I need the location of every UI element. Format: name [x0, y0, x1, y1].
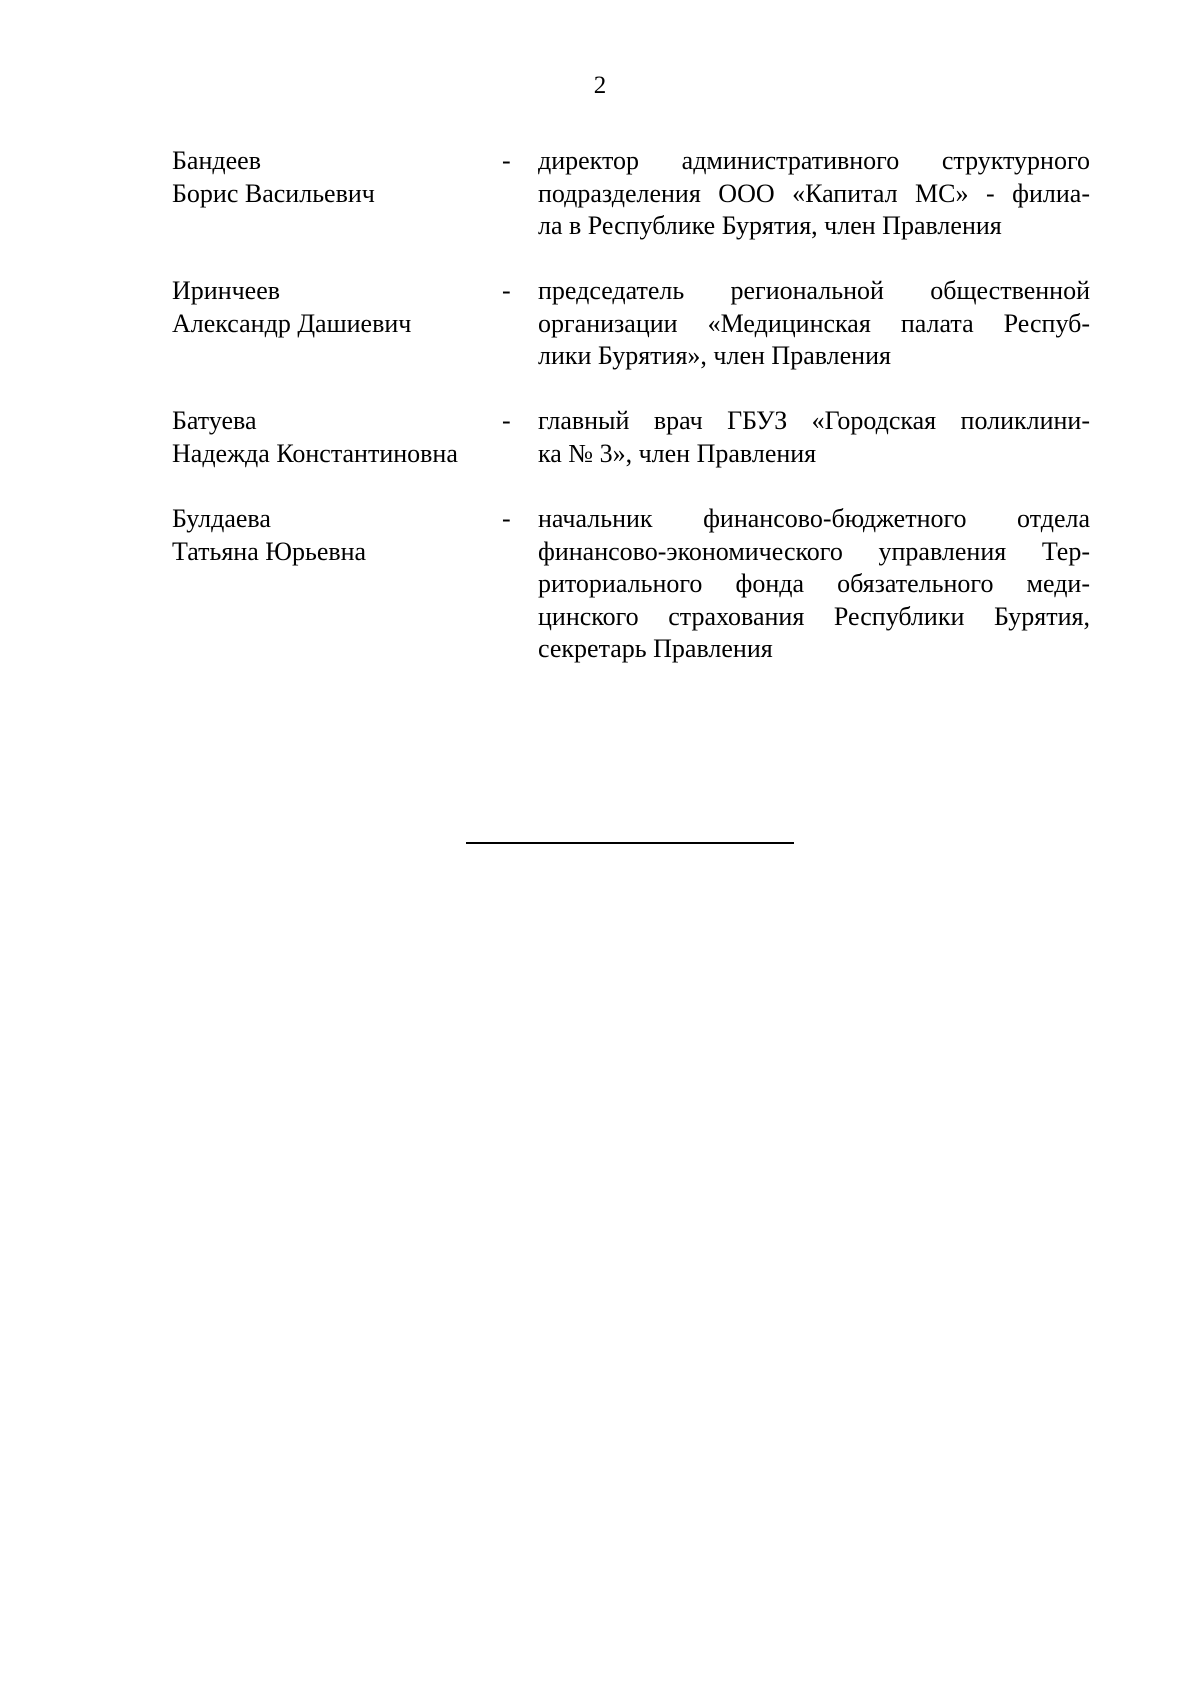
member-role-line: секретарь Правления	[538, 634, 773, 663]
member-name	[172, 503, 492, 568]
member-dash: -	[502, 406, 511, 435]
member-surname: Иринчеев	[172, 276, 281, 305]
member-role-line: подразделения ООО «Капитал МС» - филиа-	[538, 178, 1090, 208]
member-role-line: риториального фонда обязательного меди-	[538, 569, 1090, 598]
member-dash: -	[502, 504, 511, 533]
member-name	[172, 405, 492, 470]
member-role-line: директор административного структурного	[538, 146, 1090, 175]
member-role-line: финансово-экономического управления Тер-	[538, 536, 1090, 566]
member-role-line: ка № 3», член Правления	[538, 438, 817, 468]
member-role-line: начальник финансово-бюджетного отдела	[538, 504, 1090, 533]
member-surname: Бандеев	[172, 146, 261, 175]
member-name	[172, 275, 492, 340]
member-role-line: ла в Республике Бурятия, член Правления	[538, 211, 1002, 240]
member-role	[538, 275, 1090, 373]
member-given-names: Борис Васильевич	[172, 178, 375, 208]
member-role-line: цинского страхования Республики Бурятия,	[538, 601, 1090, 631]
member-role	[538, 503, 1090, 666]
member-role	[538, 405, 1090, 470]
member-name	[172, 145, 492, 210]
member-surname: Батуева	[172, 406, 257, 435]
member-surname: Булдаева	[172, 504, 271, 533]
member-dash: -	[502, 146, 511, 175]
member-role-line: главный врач ГБУЗ «Городская поликлини-	[538, 406, 1090, 435]
closing-separator-line	[466, 842, 794, 844]
member-given-names: Надежда Константиновна	[172, 438, 458, 468]
page-number: 2	[593, 72, 607, 99]
member-role	[538, 145, 1090, 243]
member-given-names: Татьяна Юрьевна	[172, 536, 367, 566]
member-role-line: лики Бурятия», член Правления	[538, 341, 891, 370]
member-role-line: организации «Медицинская палата Респуб-	[538, 308, 1090, 338]
member-dash: -	[502, 276, 511, 305]
member-given-names: Александр Дашиевич	[172, 308, 412, 338]
member-role-line: председатель региональной общественной	[538, 276, 1090, 305]
